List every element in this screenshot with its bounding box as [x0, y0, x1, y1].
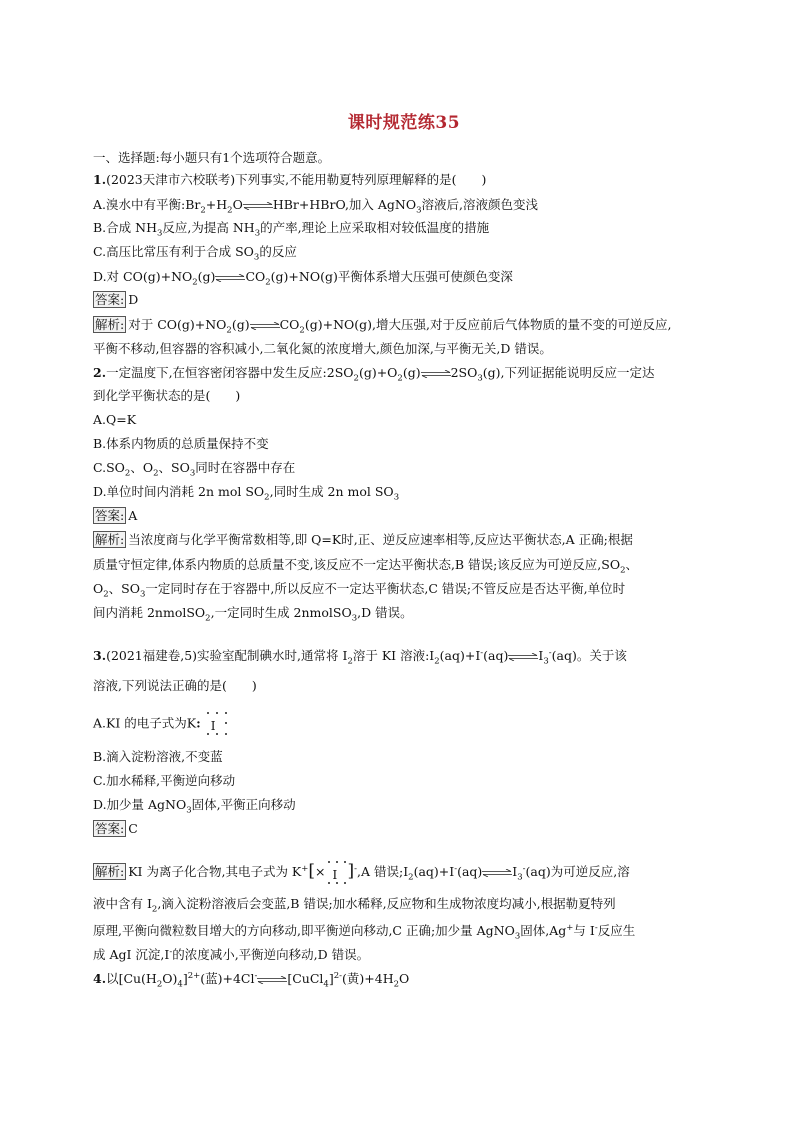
analysis-label: 解析: — [95, 864, 125, 880]
answer-label: 答案: — [95, 508, 125, 523]
analysis-label: 解析: — [95, 317, 125, 332]
q1-option-a: A.溴水中有平衡$:Br_2+H_2O$ HBr+HBrO,加入 AgNO$_3$溶液后,溶液颜色变浅 — [93, 197, 539, 216]
q1-analysis-line2: 平衡不移动,但容器的容积减小,二氧化氮的浓度增大,颜色加深,与平衡无关,D 错误。 — [93, 341, 552, 356]
iodide-electron-dot-icon: I — [326, 861, 348, 885]
q2-answer: 答案: A — [95, 508, 138, 523]
equilibrium-arrow-icon — [215, 274, 245, 282]
answer-label: 答案: — [95, 292, 125, 307]
page-title: 课时规范练35 — [347, 113, 461, 133]
q3-option-b: B.滴入淀粉溶液,不变蓝 — [93, 749, 223, 764]
q2-analysis-line3: $O_2$、$SO_3$一定同时存在于容器中,所以反应不一定达平衡状态,C 错误;不管反应是否达平衡,单位时 — [93, 581, 626, 600]
q3-stem-line2: 溶液,下列说法正确的是( ) — [93, 678, 257, 693]
q3-analysis-line2: 液中含有 $I_2$,滴入淀粉溶液后会变蓝,B 错误;加水稀释,反应物和生成物浓度均减小,根据勒夏特列 — [93, 896, 616, 915]
q1-option-d: D.对 $CO(g)+NO_2(g)$ $CO_2(g)+NO(g)$平衡体系增大压强可使颜色变深 — [93, 269, 513, 288]
q3-analysis-line4: 成 AgI 沉淀,I-的浓度减小,平衡逆向移动,D 错误。 — [93, 947, 370, 963]
q2-option-b: B.体系内物质的总质量保持不变 — [93, 436, 269, 451]
q2-option-d: D.单位时间内消耗 2n mol $SO_2$,同时生成 2n mol $SO_3$ — [93, 484, 400, 503]
q3-analysis-line3: 原理,平衡向微粒数目增大的方向移动,即平衡逆向移动,C 正确;加少量 AgNO$_3$固体,Ag+与 I-反应生 — [93, 923, 636, 942]
section-heading: 一、选择题:每小题只有1个选项符合题意。 — [93, 150, 331, 165]
q3-stem-line1: 3.(2021福建卷,5)实验室配制碘水时,通常将 $I_2$溶于 KI 溶液$:I_2(aq)+I^-(aq)$ $I_3^-(aq)$。关于该 — [93, 648, 627, 667]
answer-label: 答案: — [95, 821, 125, 836]
q3-option-d: D.加少量 AgNO$_3$固体,平衡正向移动 — [93, 797, 296, 816]
equilibrium-arrow-icon — [257, 976, 287, 984]
q4-stem: 4.以$[Cu(H_2O)_4]^{2+}$(蓝)+4Cl- [CuCl$_4$]$^{2-}$(黄)$+4H_2O$ — [93, 971, 410, 990]
q1-stem: 1.(2023天津市六校联考)下列事实,不能用勒夏特列原理解释的是( ) — [93, 172, 487, 187]
equilibrium-arrow-icon — [250, 322, 280, 330]
q2-analysis-line1: 解析: 当浓度商与化学平衡常数相等,即 Q=K时,正、逆反应速率相等,反应达平衡状态,A 正确;根据 — [95, 532, 633, 547]
q2-option-c: $C.SO_2$、$O_2$、$SO_3$同时在容器中存在 — [93, 460, 296, 479]
iodide-electron-dot-icon: I — [201, 712, 231, 736]
equilibrium-arrow-icon — [508, 653, 538, 661]
q2-option-a: A.Q=K — [93, 412, 137, 427]
q3-option-a: A.KI 的电子式为K: I — [93, 712, 231, 736]
equilibrium-arrow-icon — [421, 370, 451, 378]
q2-stem-line2: 到化学平衡状态的是( ) — [93, 388, 241, 403]
q2-analysis-line4: 间内消耗 2nmolSO$_2$,一定同时生成 2nmolSO$_3$,D 错误。 — [93, 605, 413, 624]
equilibrium-arrow-icon — [243, 202, 273, 210]
q3-option-c: C.加水稀释,平衡逆向移动 — [93, 773, 236, 788]
q3-analysis-line1: 解析: KI 为离子化合物,其电子式为 K+[× I ]-,A 错误$;I_2(aq)+I^-(aq)$ $I_3^-(aq)$为可逆反应,溶 — [95, 861, 630, 883]
equilibrium-arrow-icon — [482, 869, 512, 877]
q1-analysis-line1: 解析: 对于 $CO(g)+NO_2(g)$ $CO_2(g)+NO(g)$,增大压强,对于反应前后气体物质的量不变的可逆反应, — [95, 317, 672, 336]
q1-answer: 答案: D — [95, 292, 139, 307]
q3-answer: 答案: C — [95, 821, 138, 836]
q2-stem-line1: 2.一定温度下,在恒容密闭容器中发生反应$:2SO_2(g)+O_2(g)$ $2SO_3(g)$,下列证据能说明反应一定达 — [93, 365, 655, 384]
q2-analysis-line2: 质量守恒定律,体系内物质的总质量不变,该反应不一定达平衡状态,B 错误;该反应为可逆反应$,SO_2$、 — [93, 557, 639, 576]
q1-option-b: B.合成 $NH_3$反应,为提高 $NH_3$的产率,理论上应采取相对较低温度的措施 — [93, 220, 490, 239]
analysis-label: 解析: — [95, 532, 125, 547]
q1-option-c: C.高压比常压有利于合成 $SO_3$的反应 — [93, 244, 297, 263]
